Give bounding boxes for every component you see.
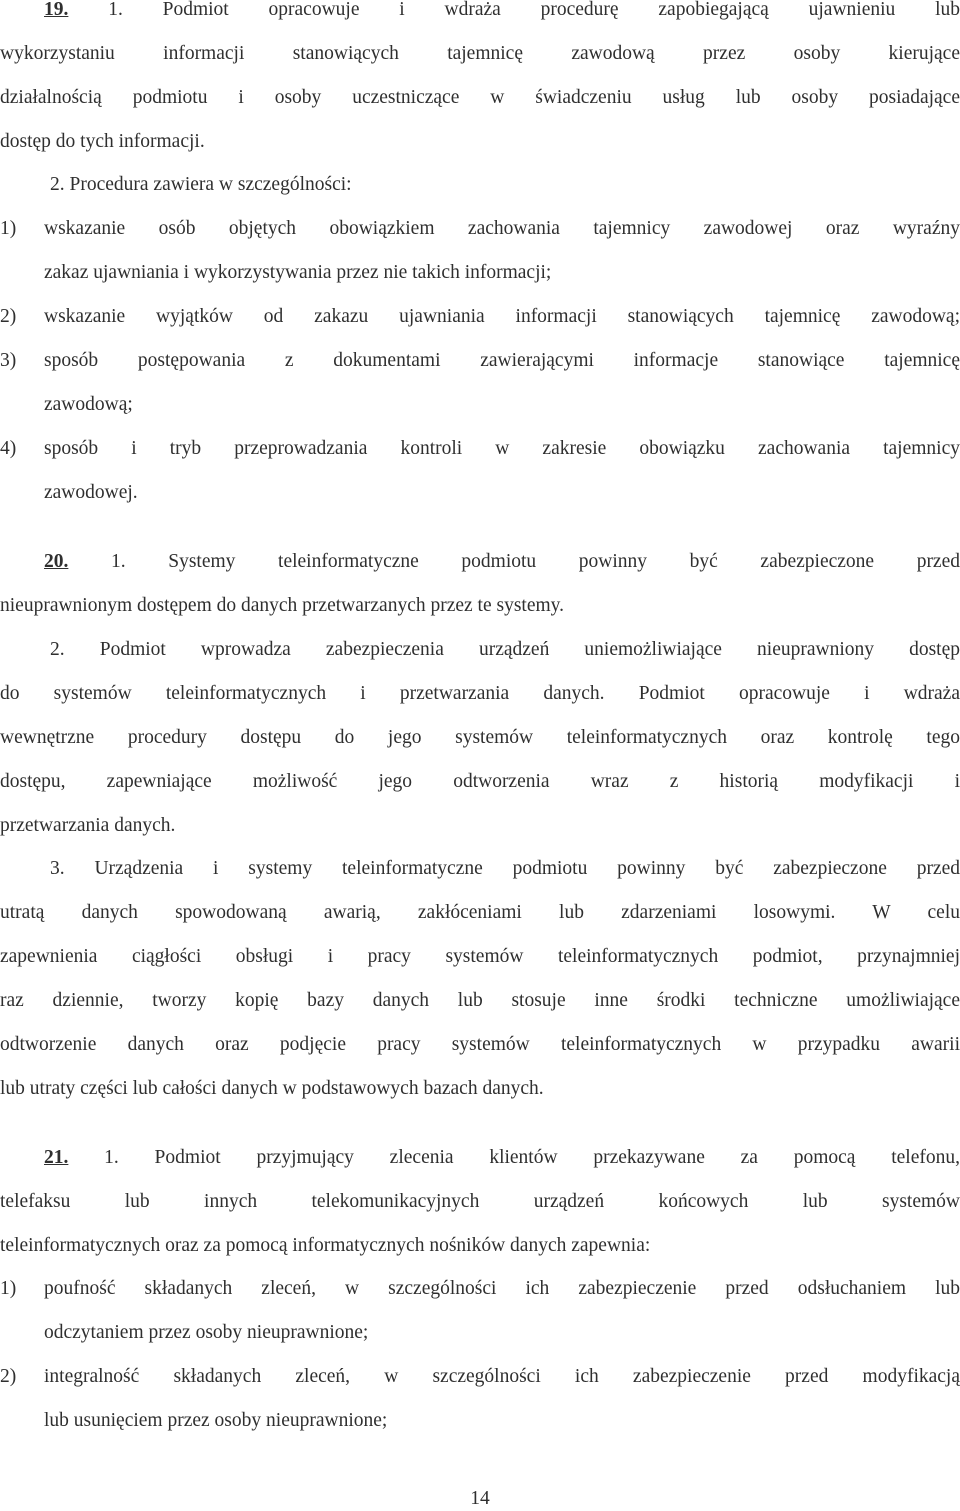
list-item-text: poufność składanych zleceń, w szczególności ich zabezpieczenie przed odsłuchaniem lub [44, 1278, 960, 1299]
list-item-text: lub usunięciem przez osoby nieuprawnione; [44, 1410, 388, 1431]
section19-p1-number: 1. [108, 0, 123, 20]
list-item-text: sposób postępowania z dokumentami zawierającymi informacje stanowiące tajemnicę [44, 350, 960, 371]
section20-p2-line: wewnętrzne procedury dostępu do jego systemów teleinformatycznych oraz kontrolę tego [0, 727, 960, 748]
section21-first-line [44, 1146, 960, 1170]
section20-p2-first: 2. Podmiot wprowadza zabezpieczenia urządzeń uniemożliwiające nieuprawniony dostęp [50, 639, 960, 660]
list-item [0, 217, 960, 241]
list-item-text: wskazanie osób objętych obowiązkiem zachowania tajemnicy zawodowej oraz wyraźny [44, 218, 960, 239]
list-item-number: 1) [0, 1278, 17, 1299]
section20-p3-first: 3. Urządzenia i systemy teleinformatyczne podmiotu powinny być zabezpieczone przed [50, 858, 960, 879]
section20-p3-line: lub utraty części lub całości danych w podstawowych bazach danych. [0, 1078, 544, 1099]
section21-heading-number: 21. [44, 1147, 69, 1168]
section19-p1-line: działalnością podmiotu i osoby uczestniczące w świadczeniu usług lub osoby posiadające [0, 87, 960, 108]
list-item [0, 349, 960, 373]
section20-heading-number: 20. [44, 551, 69, 572]
list-item-text: integralność składanych zleceń, w szczególności ich zabezpieczenie przed modyfikacją [44, 1366, 960, 1387]
section21-p1-first: 1. Podmiot przyjmujący zlecenia klientów przekazywane za pomocą telefonu, [104, 1147, 960, 1168]
section20-p1-first: 1. Systemy teleinformatyczne podmiotu powinny być zabezpieczone przed [111, 551, 960, 572]
section19-first-line [44, 0, 960, 22]
list-item [0, 437, 960, 461]
list-item-text: zakaz ujawniania i wykorzystywania przez nie takich informacji; [44, 262, 552, 283]
section20-p1-line: nieuprawnionym dostępem do danych przetwarzanych przez te systemy. [0, 595, 565, 616]
section19-p1-line-1: Podmiot opracowuje i wdraża procedurę zapobiegającą ujawnieniu lub [162, 0, 960, 20]
page-number: 14 [470, 1488, 490, 1509]
section20-p2-line: do systemów teleinformatycznych i przetwarzania danych. Podmiot opracowuje i wdraża [0, 683, 960, 704]
list-item [0, 1277, 960, 1301]
list-item-text: zawodową; [44, 394, 133, 415]
section19-p1-line: wykorzystaniu informacji stanowiących tajemnicę zawodową przez osoby kierujące [0, 43, 960, 64]
section20-p3-line: zapewnienia ciągłości obsługi i pracy systemów teleinformatycznych podmiot, przynajmniej [0, 946, 960, 967]
list-item-text: zawodowej. [44, 482, 138, 503]
section20-p3-line: utratą danych spowodowaną awarią, zakłóceniami lub zdarzeniami losowymi. W celu [0, 902, 960, 923]
section19-p2-intro: 2. Procedura zawiera w szczególności: [50, 174, 352, 195]
section19-heading-number: 19. [44, 0, 69, 20]
list-item-number: 3) [0, 350, 17, 371]
list-item-number: 2) [0, 1366, 17, 1387]
list-item [0, 1365, 960, 1389]
section20-first-line [44, 550, 960, 574]
list-item-number: 2) [0, 306, 17, 327]
section20-p2-line: przetwarzania danych. [0, 815, 176, 836]
list-item-number: 1) [0, 218, 17, 239]
list-item-text: odczytaniem przez osoby nieuprawnione; [44, 1322, 369, 1343]
list-item-number: 4) [0, 438, 17, 459]
section21-p1-line: teleinformatycznych oraz za pomocą informatycznych nośników danych zapewnia: [0, 1235, 651, 1256]
section20-p3-line: odtworzenie danych oraz podjęcie pracy systemów teleinformatycznych w przypadku awarii [0, 1034, 960, 1055]
section20-p3-line: raz dziennie, tworzy kopię bazy danych lub stosuje inne środki techniczne umożliwiające [0, 990, 960, 1011]
section21-p1-line: telefaksu lub innych telekomunikacyjnych urządzeń końcowych lub systemów [0, 1191, 960, 1212]
section19-p1-line: dostęp do tych informacji. [0, 131, 205, 152]
list-item-text: wskazanie wyjątków od zakazu ujawniania informacji stanowiących tajemnicę zawodową; [44, 306, 960, 327]
list-item-text: sposób i tryb przeprowadzania kontroli w zakresie obowiązku zachowania tajemnicy [44, 438, 960, 459]
list-item [0, 305, 960, 329]
section20-p2-line: dostępu, zapewniające możliwość jego odtworzenia wraz z historią modyfikacji i [0, 771, 960, 792]
